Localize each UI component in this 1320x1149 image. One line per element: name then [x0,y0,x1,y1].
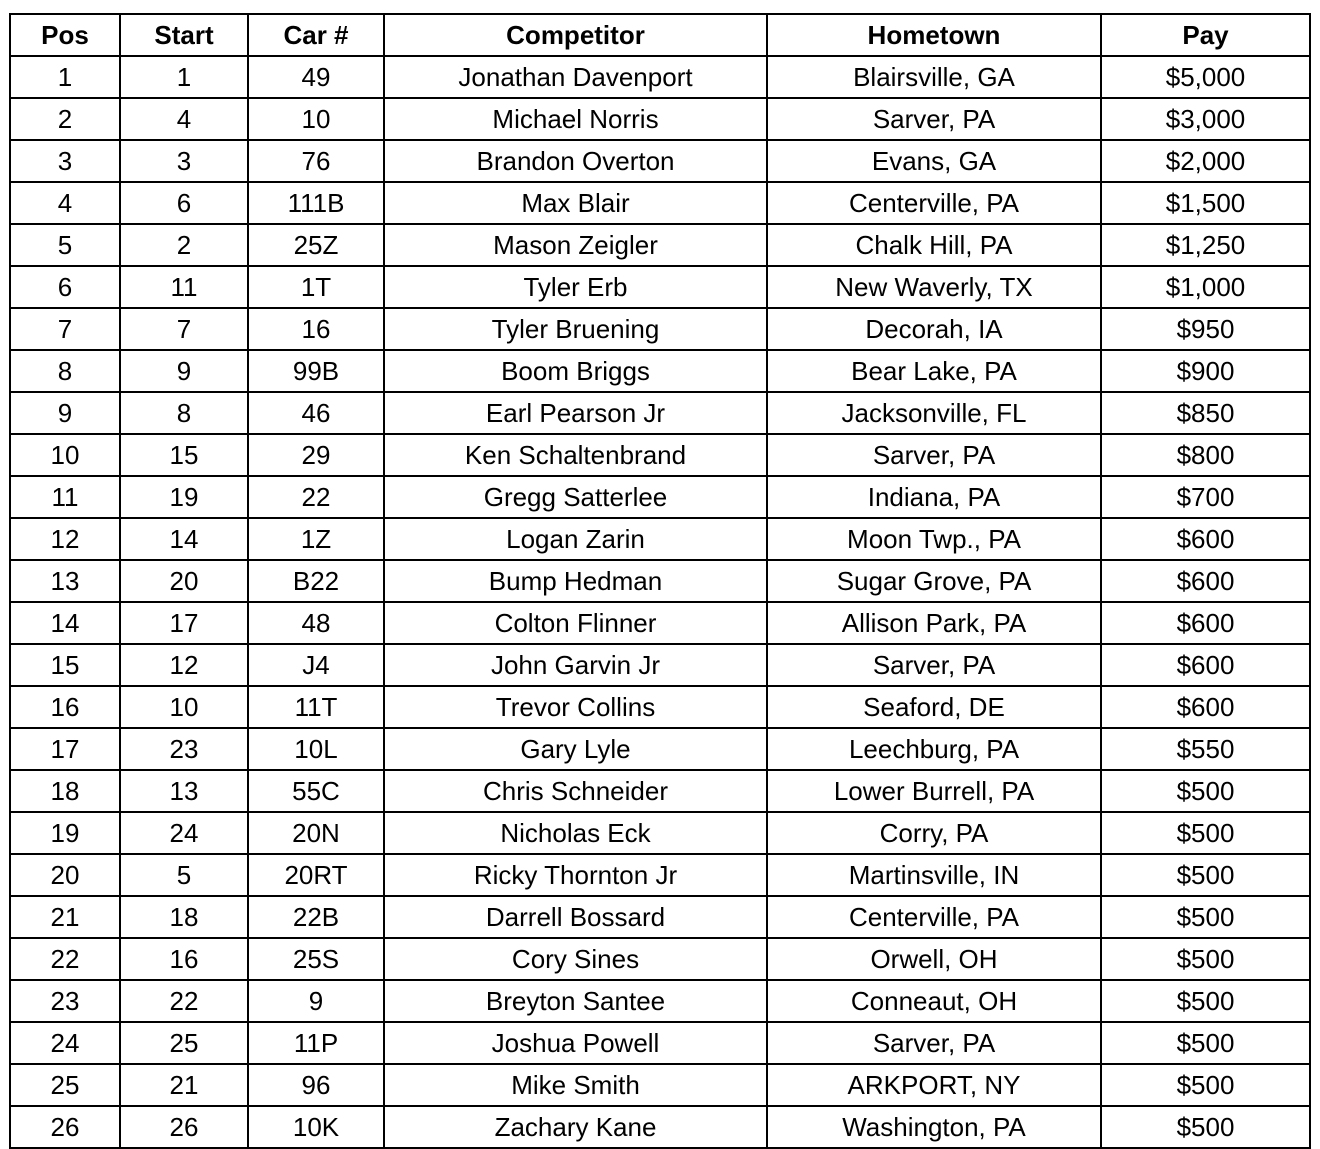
cell-pos: 18 [10,770,120,812]
table-row [10,812,1310,854]
cell-competitor: Earl Pearson Jr [384,392,767,434]
cell-pay: $2,000 [1101,140,1310,182]
cell-pos: 3 [10,140,120,182]
cell-car-number: 11T [248,686,384,728]
cell-start: 26 [120,1106,248,1148]
cell-pos: 11 [10,476,120,518]
cell-competitor: Joshua Powell [384,1022,767,1064]
cell-car-number: 99B [248,350,384,392]
table-row [10,476,1310,518]
table-row [10,98,1310,140]
header-hometown: Hometown [767,14,1101,56]
cell-pos: 15 [10,644,120,686]
cell-hometown: Washington, PA [767,1106,1101,1148]
cell-hometown: Chalk Hill, PA [767,224,1101,266]
cell-start: 19 [120,476,248,518]
table-row [10,434,1310,476]
cell-competitor: Cory Sines [384,938,767,980]
cell-competitor: Bump Hedman [384,560,767,602]
cell-competitor: Mason Zeigler [384,224,767,266]
cell-start: 24 [120,812,248,854]
table-row [10,56,1310,98]
cell-car-number: 11P [248,1022,384,1064]
cell-pay: $3,000 [1101,98,1310,140]
cell-pay: $500 [1101,980,1310,1022]
cell-pos: 10 [10,434,120,476]
cell-car-number: 29 [248,434,384,476]
table-row [10,224,1310,266]
cell-hometown: Sarver, PA [767,98,1101,140]
cell-pay: $500 [1101,938,1310,980]
table-row [10,938,1310,980]
header-pos: Pos [10,14,120,56]
cell-pay: $600 [1101,644,1310,686]
cell-pay: $1,250 [1101,224,1310,266]
cell-pos: 26 [10,1106,120,1148]
cell-hometown: ARKPORT, NY [767,1064,1101,1106]
cell-hometown: Lower Burrell, PA [767,770,1101,812]
cell-pay: $700 [1101,476,1310,518]
cell-competitor: Boom Briggs [384,350,767,392]
cell-pay: $1,500 [1101,182,1310,224]
cell-pay: $5,000 [1101,56,1310,98]
table-row [10,140,1310,182]
cell-car-number: 1Z [248,518,384,560]
cell-pay: $950 [1101,308,1310,350]
cell-competitor: Mike Smith [384,1064,767,1106]
cell-competitor: Logan Zarin [384,518,767,560]
cell-pay: $500 [1101,1022,1310,1064]
cell-competitor: Gary Lyle [384,728,767,770]
table-row [10,392,1310,434]
cell-pos: 20 [10,854,120,896]
cell-pos: 5 [10,224,120,266]
cell-start: 20 [120,560,248,602]
cell-hometown: Decorah, IA [767,308,1101,350]
cell-car-number: 46 [248,392,384,434]
cell-car-number: 20N [248,812,384,854]
cell-car-number: 10K [248,1106,384,1148]
cell-car-number: 10L [248,728,384,770]
cell-hometown: Martinsville, IN [767,854,1101,896]
cell-start: 16 [120,938,248,980]
cell-pay: $550 [1101,728,1310,770]
cell-car-number: 1T [248,266,384,308]
cell-car-number: B22 [248,560,384,602]
cell-pay: $500 [1101,770,1310,812]
cell-competitor: Darrell Bossard [384,896,767,938]
cell-hometown: Sarver, PA [767,644,1101,686]
table-row [10,686,1310,728]
cell-pos: 7 [10,308,120,350]
cell-pay: $850 [1101,392,1310,434]
cell-competitor: Michael Norris [384,98,767,140]
cell-pay: $500 [1101,1064,1310,1106]
cell-pay: $600 [1101,560,1310,602]
cell-car-number: 25S [248,938,384,980]
cell-competitor: Jonathan Davenport [384,56,767,98]
cell-hometown: Moon Twp., PA [767,518,1101,560]
cell-start: 8 [120,392,248,434]
cell-start: 10 [120,686,248,728]
cell-start: 25 [120,1022,248,1064]
cell-hometown: Sarver, PA [767,1022,1101,1064]
cell-car-number: 111B [248,182,384,224]
cell-hometown: Seaford, DE [767,686,1101,728]
table-row [10,518,1310,560]
cell-pay: $900 [1101,350,1310,392]
cell-competitor: Gregg Satterlee [384,476,767,518]
cell-start: 18 [120,896,248,938]
cell-hometown: Conneaut, OH [767,980,1101,1022]
cell-pay: $800 [1101,434,1310,476]
cell-pos: 1 [10,56,120,98]
table-row [10,854,1310,896]
cell-pos: 21 [10,896,120,938]
header-car-number: Car # [248,14,384,56]
cell-pos: 2 [10,98,120,140]
cell-start: 21 [120,1064,248,1106]
cell-pos: 24 [10,1022,120,1064]
cell-pay: $600 [1101,686,1310,728]
cell-hometown: Corry, PA [767,812,1101,854]
cell-start: 7 [120,308,248,350]
cell-start: 11 [120,266,248,308]
header-row [10,14,1310,56]
cell-competitor: Colton Flinner [384,602,767,644]
cell-car-number: 25Z [248,224,384,266]
cell-hometown: Bear Lake, PA [767,350,1101,392]
cell-car-number: 20RT [248,854,384,896]
cell-competitor: Ricky Thornton Jr [384,854,767,896]
table-row [10,1022,1310,1064]
cell-pay: $1,000 [1101,266,1310,308]
cell-car-number: 22 [248,476,384,518]
cell-hometown: Centerville, PA [767,182,1101,224]
cell-car-number: 10 [248,98,384,140]
cell-pos: 8 [10,350,120,392]
cell-start: 17 [120,602,248,644]
cell-pos: 13 [10,560,120,602]
table-row [10,308,1310,350]
cell-pay: $600 [1101,602,1310,644]
cell-competitor: Brandon Overton [384,140,767,182]
cell-hometown: New Waverly, TX [767,266,1101,308]
cell-car-number: 55C [248,770,384,812]
table-row [10,728,1310,770]
cell-car-number: J4 [248,644,384,686]
header-competitor: Competitor [384,14,767,56]
cell-pos: 4 [10,182,120,224]
cell-start: 3 [120,140,248,182]
header-start: Start [120,14,248,56]
cell-hometown: Blairsville, GA [767,56,1101,98]
cell-competitor: Nicholas Eck [384,812,767,854]
cell-competitor: Tyler Erb [384,266,767,308]
cell-pos: 25 [10,1064,120,1106]
cell-pay: $500 [1101,1106,1310,1148]
cell-start: 4 [120,98,248,140]
cell-competitor: Trevor Collins [384,686,767,728]
cell-pay: $500 [1101,896,1310,938]
cell-hometown: Orwell, OH [767,938,1101,980]
cell-pos: 6 [10,266,120,308]
cell-car-number: 9 [248,980,384,1022]
cell-pay: $600 [1101,518,1310,560]
cell-start: 23 [120,728,248,770]
table-row [10,602,1310,644]
table-row [10,896,1310,938]
cell-hometown: Allison Park, PA [767,602,1101,644]
cell-pos: 14 [10,602,120,644]
cell-pos: 19 [10,812,120,854]
table-row [10,980,1310,1022]
cell-start: 15 [120,434,248,476]
cell-car-number: 76 [248,140,384,182]
cell-car-number: 22B [248,896,384,938]
cell-start: 1 [120,56,248,98]
cell-hometown: Sarver, PA [767,434,1101,476]
cell-pos: 16 [10,686,120,728]
cell-car-number: 16 [248,308,384,350]
cell-pos: 17 [10,728,120,770]
cell-competitor: Max Blair [384,182,767,224]
cell-start: 14 [120,518,248,560]
cell-start: 5 [120,854,248,896]
cell-hometown: Indiana, PA [767,476,1101,518]
cell-pos: 9 [10,392,120,434]
cell-start: 22 [120,980,248,1022]
cell-pos: 12 [10,518,120,560]
cell-start: 9 [120,350,248,392]
cell-start: 13 [120,770,248,812]
cell-hometown: Centerville, PA [767,896,1101,938]
table-row [10,266,1310,308]
table-row [10,770,1310,812]
cell-hometown: Evans, GA [767,140,1101,182]
table-row [10,644,1310,686]
cell-start: 6 [120,182,248,224]
cell-competitor: John Garvin Jr [384,644,767,686]
cell-competitor: Breyton Santee [384,980,767,1022]
cell-car-number: 48 [248,602,384,644]
cell-car-number: 96 [248,1064,384,1106]
cell-start: 2 [120,224,248,266]
table-row [10,182,1310,224]
cell-competitor: Ken Schaltenbrand [384,434,767,476]
table-row [10,1106,1310,1148]
cell-pay: $500 [1101,812,1310,854]
results-table [9,13,1311,1149]
cell-hometown: Sugar Grove, PA [767,560,1101,602]
cell-pos: 23 [10,980,120,1022]
cell-pos: 22 [10,938,120,980]
cell-competitor: Tyler Bruening [384,308,767,350]
cell-hometown: Leechburg, PA [767,728,1101,770]
table-row [10,560,1310,602]
cell-hometown: Jacksonville, FL [767,392,1101,434]
table-row [10,350,1310,392]
table-row [10,1064,1310,1106]
cell-start: 12 [120,644,248,686]
header-pay: Pay [1101,14,1310,56]
cell-car-number: 49 [248,56,384,98]
cell-competitor: Chris Schneider [384,770,767,812]
cell-pay: $500 [1101,854,1310,896]
results-body [10,56,1310,1148]
cell-competitor: Zachary Kane [384,1106,767,1148]
